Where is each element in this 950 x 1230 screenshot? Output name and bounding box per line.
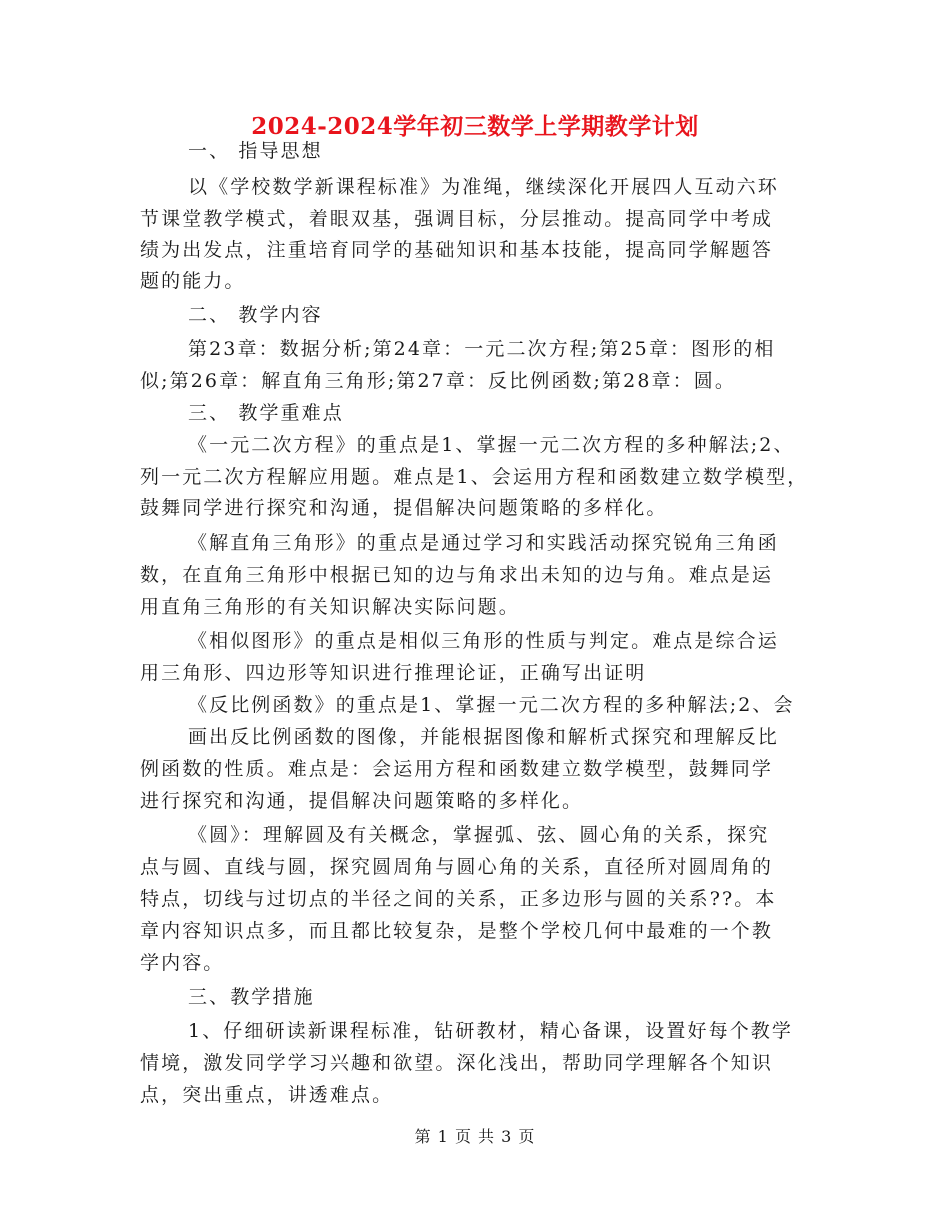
document-title: 2024-2024学年初三数学上学期教学计划	[251, 113, 699, 140]
section-heading: 二、 教学内容	[188, 304, 323, 326]
paragraph-line: 《反比例函数》的重点是1、掌握一元二次方程的多种解法;2、会	[188, 694, 795, 716]
paragraph-line: 鼓舞同学进行探究和沟通，提倡解决问题策略的多样化。	[140, 497, 668, 519]
paragraph-line: 1、仔细研读新课程标准，钻研教材，精心备课，设置好每个教学	[188, 1020, 793, 1042]
paragraph-line: 点，突出重点，讲透难点。	[140, 1084, 394, 1106]
paragraph-line: 第23章：数据分析;第24章：一元二次方程;第25章：图形的相	[188, 338, 776, 360]
section-heading: 一、 指导思想	[188, 140, 323, 162]
paragraph-line: 点与圆、直线与圆，探究圆周角与圆心角的关系，直径所对圆周角的	[140, 856, 774, 878]
paragraph-line: 章内容知识点多，而且都比较复杂，是整个学校几何中最难的一个教	[140, 920, 774, 942]
paragraph-line: 例函数的性质。难点是：会运用方程和函数建立数学模型，鼓舞同学	[140, 758, 774, 780]
section-heading: 三、教学措施	[188, 986, 315, 1008]
page-number: 第 1 页 共 3 页	[414, 1127, 536, 1146]
section-heading: 三、 教学重难点	[188, 402, 344, 424]
paragraph-line: 列一元二次方程解应用题。难点是1、会运用方程和函数建立数学模型，	[140, 466, 809, 488]
paragraph-line: 用三角形、四边形等知识进行推理论证，正确写出证明	[140, 662, 647, 684]
paragraph-line: 《一元二次方程》的重点是1、掌握一元二次方程的多种解法;2、	[188, 434, 795, 456]
paragraph-line: 《解直角三角形》的重点是通过学习和实践活动探究锐角三角函	[188, 532, 779, 554]
paragraph-line: 学内容。	[140, 952, 225, 974]
paragraph-line: 题的能力。	[140, 270, 246, 292]
paragraph-line: 《相似图形》的重点是相似三角形的性质与判定。难点是综合运	[188, 630, 779, 652]
paragraph-line: 《圆》：理解圆及有关概念，掌握弧、弦、圆心角的关系，探究	[188, 824, 770, 846]
paragraph-line: 数，在直角三角形中根据已知的边与角求出未知的边与角。难点是运	[140, 564, 774, 586]
paragraph-line: 似;第26章：解直角三角形;第27章：反比例函数;第28章：圆。	[140, 370, 736, 392]
paragraph-line: 以《学校数学新课程标准》为准绳，继续深化开展四人互动六环	[188, 176, 779, 198]
paragraph-line: 绩为出发点，注重培育同学的基础知识和基本技能，提高同学解题答	[140, 239, 774, 261]
paragraph-line: 画出反比例函数的图像，并能根据图像和解析式探究和理解反比	[188, 726, 779, 748]
paragraph-line: 情境，激发同学学习兴趣和欲望。深化浅出，帮助同学理解各个知识	[140, 1052, 774, 1074]
paragraph-line: 特点，切线与过切点的半径之间的关系，正多边形与圆的关系??。本	[140, 888, 777, 910]
paragraph-line: 用直角三角形的有关知识解决实际问题。	[140, 596, 520, 618]
paragraph-line: 进行探究和沟通，提倡解决问题策略的多样化。	[140, 790, 584, 812]
paragraph-line: 节课堂教学模式，着眼双基，强调目标，分层推动。提高同学中考成	[140, 208, 774, 230]
